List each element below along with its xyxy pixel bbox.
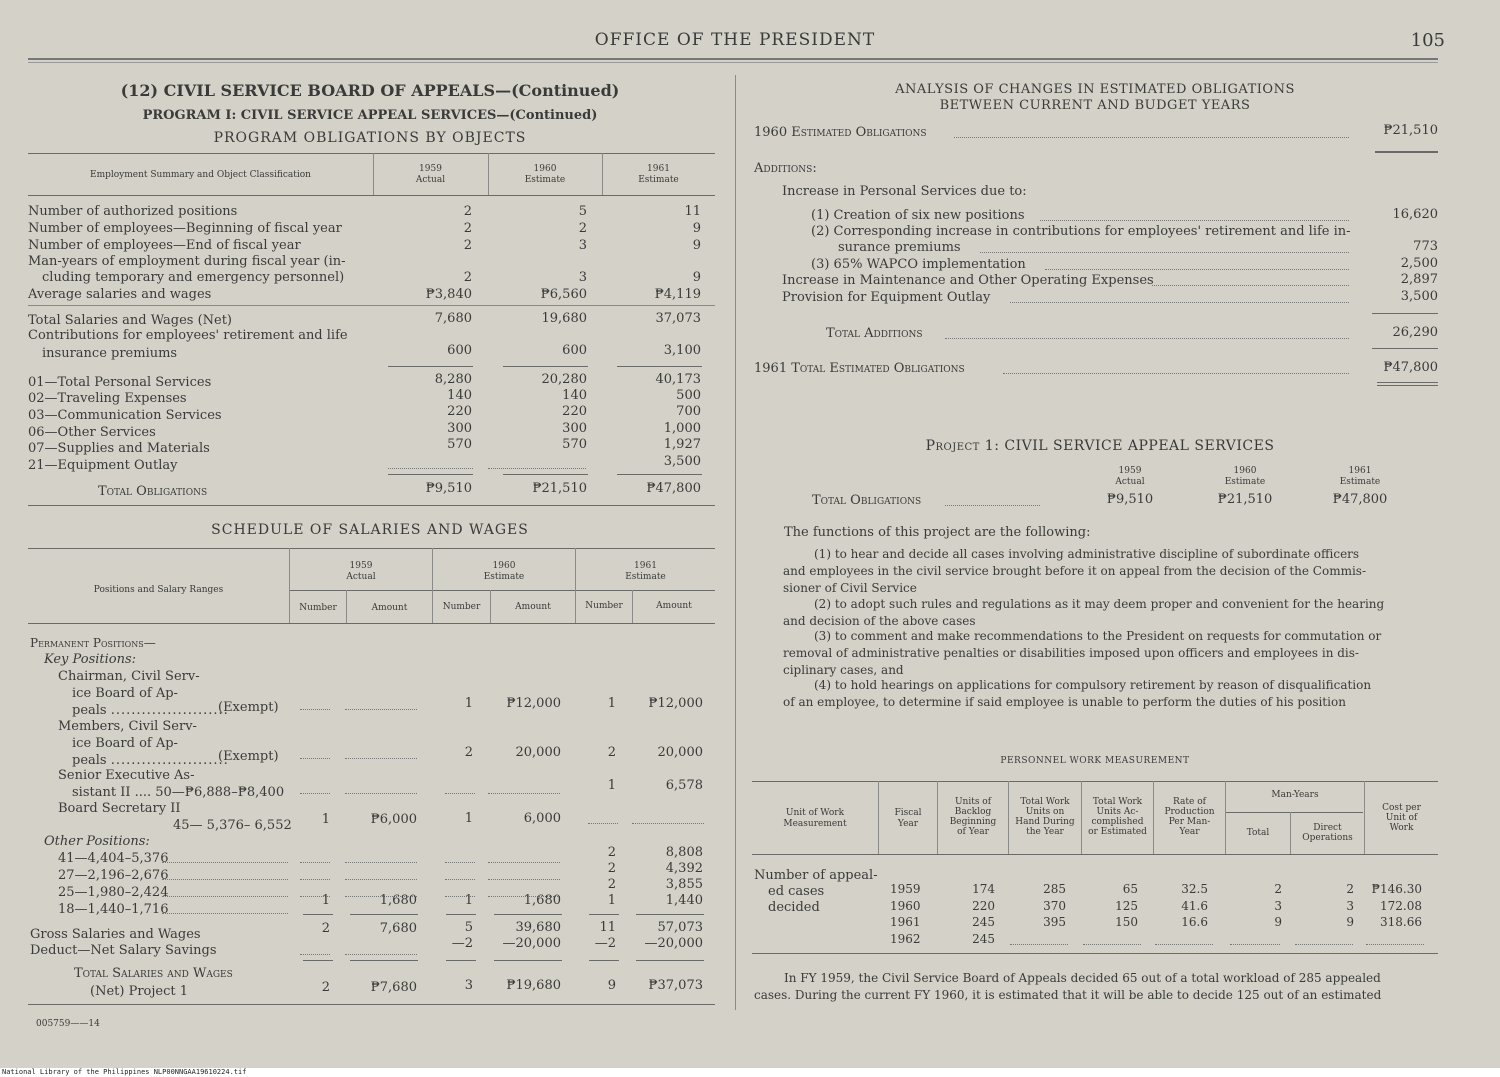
- total-1961-label: 1961 Total Estimated Obligations: [754, 361, 965, 376]
- header-rule: [28, 58, 1438, 60]
- pwm-head-accomplished: Total Work Units Ac- complished or Estimated: [1088, 797, 1147, 837]
- cell: ₱37,073: [648, 978, 703, 993]
- cell: 1,000: [663, 421, 701, 436]
- analysis-row-label: (2) Corresponding increase in contributions for employees' retirement and life in-: [811, 224, 1351, 239]
- cell: 3,500: [663, 454, 701, 469]
- table-row: 41—4,404–5,376: [58, 851, 169, 866]
- cell: 3: [578, 238, 587, 253]
- cell: 39,680: [515, 920, 561, 935]
- cell: 9: [607, 978, 616, 993]
- cell: 1961: [890, 915, 921, 929]
- cell: 3: [1346, 899, 1354, 913]
- closing-paragraph: In FY 1959, the Civil Service Board of Appeals decided 65 out of a total workload of 285 appealed cases. During the current FY 1960, it is estimated that it will be able to decide 125 out of an estimated: [754, 971, 1382, 1002]
- table-row: Senior Executive As- sistant II .... 50—₱6,888–₱8,400: [58, 768, 285, 800]
- cell: 9: [692, 221, 701, 236]
- cell: ₱9,510: [1106, 492, 1154, 507]
- key-positions-heading: Key Positions:: [44, 652, 137, 667]
- cell: 32.5: [1181, 882, 1208, 896]
- cell: 220: [562, 404, 587, 419]
- number-head: Number: [442, 602, 481, 612]
- other-positions-heading: Other Positions:: [44, 834, 150, 849]
- exempt-label: (Exempt): [218, 749, 279, 764]
- cell: 3: [1274, 899, 1282, 913]
- cell: 2: [321, 921, 330, 936]
- cell: 1: [464, 811, 473, 826]
- schedule-head-label: Positions and Salary Ranges: [93, 585, 224, 595]
- cell: 285: [1043, 882, 1066, 896]
- pwm-title: PERSONNEL WORK MEASUREMENT: [1000, 756, 1190, 766]
- pwm-head-unit: Unit of Work Measurement: [783, 808, 847, 829]
- cell: 3,100: [663, 343, 701, 358]
- cell: 11: [684, 204, 701, 219]
- analysis-row-label: 1960 Estimated Obligations: [754, 125, 927, 140]
- cell: 150: [1115, 915, 1138, 929]
- cell: 1,680: [523, 893, 561, 908]
- cell: 2: [463, 221, 472, 236]
- cell: 20,000: [515, 745, 561, 760]
- cell: 3: [464, 978, 473, 993]
- cell: ₱47,800: [1332, 492, 1388, 507]
- total-additions-value: 26,290: [1392, 325, 1438, 340]
- cell: 7,680: [379, 921, 417, 936]
- cell: ₱47,800: [646, 481, 701, 496]
- function-3: (3) to comment and make recommendations to the President on requests for commutation or removal of administrative penalties or disabilities imposed upon officers and employees in dis- ciplinary cases, and: [783, 629, 1382, 677]
- cell: 5: [464, 920, 473, 935]
- table-row: Gross Salaries and Wages: [30, 927, 201, 942]
- cell: 300: [447, 421, 472, 436]
- cell: —2: [451, 936, 473, 951]
- objects-head-label: Employment Summary and Object Classification: [90, 170, 311, 180]
- cell: 1: [464, 893, 473, 908]
- cell: 395: [1043, 915, 1066, 929]
- amount-head: Amount: [515, 602, 551, 612]
- project-title: Project 1: CIVIL SERVICE APPEAL SERVICES: [925, 438, 1275, 454]
- cell: 600: [447, 343, 472, 358]
- pwm-unit-label: Number of appeal-: [754, 868, 878, 883]
- cell: 174: [972, 882, 995, 896]
- cell: 6,578: [665, 778, 703, 793]
- cell: 245: [972, 932, 995, 946]
- col-1961: 1961 Estimate: [625, 561, 666, 582]
- running-header: OFFICE OF THE PRESIDENT: [594, 30, 876, 50]
- table-row: 27—2,196–2,676: [58, 868, 169, 883]
- pwm-unit-label: ed cases decided: [768, 884, 825, 915]
- cell: 2: [321, 980, 330, 995]
- cell: ₱21,510: [1217, 492, 1273, 507]
- cell: 140: [447, 388, 472, 403]
- analysis-row-label: (3) 65% WAPCO implementation: [811, 257, 1026, 272]
- col-1959: 1959 Actual: [415, 164, 446, 185]
- cell: 2: [607, 861, 616, 876]
- amount-head: Amount: [371, 603, 408, 613]
- col-1959: 1959 Actual: [1115, 466, 1145, 487]
- cell: 57,073: [657, 920, 703, 935]
- cell: 8,808: [665, 845, 703, 860]
- cell: 3,855: [665, 877, 703, 892]
- cell: 20,280: [541, 372, 587, 387]
- section-title: (12) CIVIL SERVICE BOARD OF APPEALS—(Continued): [120, 81, 620, 100]
- scan-footer: National Library of the Philippines NLP00NNGAA19610224.tif: [0, 1068, 1500, 1077]
- cell: 2: [1274, 882, 1282, 896]
- cell: 3: [578, 270, 587, 285]
- table-row: Average salaries and wages: [28, 287, 212, 302]
- cell: 1962: [890, 932, 921, 946]
- pwm-head-rate: Rate of Production Per Man- Year: [1164, 797, 1215, 837]
- cell: 1: [321, 893, 330, 908]
- pwm-head-direct: Direct Operations: [1302, 823, 1353, 843]
- pwm-head-backlog: Units of Backlog Beginning of Year: [949, 797, 997, 837]
- cell: ₱7,680: [370, 980, 417, 995]
- cell: 20,000: [657, 745, 703, 760]
- table-row-cont: cluding temporary and emergency personnel): [42, 270, 345, 285]
- pwm-head-cost: Cost per Unit of Work: [1382, 803, 1421, 833]
- pwm-head-fy: Fiscal Year: [894, 808, 922, 829]
- cell: 220: [447, 404, 472, 419]
- cell: 2: [463, 270, 472, 285]
- cell: 37,073: [655, 311, 701, 326]
- analysis-row-label: Increase in Maintenance and Other Operating Expenses: [782, 273, 1154, 288]
- cell: 2: [607, 877, 616, 892]
- function-1: (1) to hear and decide all cases involving administrative discipline of subordinate officers and employees in the civil service brought before it on appeal from the decision of the Commis- sioner of Civil Service: [783, 547, 1367, 595]
- function-2: (2) to adopt such rules and regulations as it may deem proper and convenient for the hearing and decision of the above cases: [783, 597, 1385, 628]
- cell: 19,680: [541, 311, 587, 326]
- cell: 7,680: [434, 311, 472, 326]
- col-1960: 1960 Estimate: [1224, 466, 1266, 487]
- exempt-label: (Exempt): [218, 700, 279, 715]
- cell: 1: [464, 696, 473, 711]
- cell: 1: [607, 778, 616, 793]
- footer-code: 005759——14: [36, 1019, 100, 1029]
- cell: 9: [692, 238, 701, 253]
- analysis-row-label: Provision for Equipment Outlay: [782, 290, 991, 305]
- table-row: 25—1,980–2,424: [58, 885, 169, 900]
- function-4: (4) to hold hearings on applications for compulsory retirement by reason of disqualification of an employee, to determine if said employee is unable to perform the duties of his position: [783, 678, 1372, 709]
- table-row: Number of employees—Beginning of fiscal year: [28, 221, 342, 236]
- cell: 1959: [890, 882, 921, 896]
- cell: ₱19,680: [506, 978, 561, 993]
- total-salaries-row: Total Salaries and Wages (Net) Project 1: [74, 966, 233, 999]
- schedule-title: SCHEDULE OF SALARIES AND WAGES: [211, 522, 529, 538]
- cell: 318.66: [1380, 915, 1422, 929]
- analysis-row-label: (1) Creation of six new positions: [811, 208, 1025, 223]
- cell: 300: [562, 421, 587, 436]
- table-row: Number of employees—End of fiscal year: [28, 238, 301, 253]
- cell: 370: [1043, 899, 1066, 913]
- additions-heading: Additions:: [754, 161, 817, 176]
- cell: 700: [676, 404, 701, 419]
- cell: 1,440: [665, 893, 703, 908]
- table-row: 18—1,440–1,716: [58, 902, 169, 917]
- table-row-cont: insurance premiums: [42, 346, 178, 361]
- table-row: Number of authorized positions: [28, 204, 238, 219]
- table-row: 01—Total Personal Services: [28, 375, 212, 390]
- table-row: Contributions for employees' retirement and life: [28, 328, 348, 343]
- cell: 1960: [890, 899, 921, 913]
- cell: 9: [692, 270, 701, 285]
- analysis-row-value: 16,620: [1392, 207, 1438, 222]
- functions-intro: The functions of this project are the following:: [784, 525, 1091, 540]
- table-row: 07—Supplies and Materials: [28, 441, 210, 456]
- analysis-row-value: 2,897: [1400, 272, 1438, 287]
- cell: 600: [562, 343, 587, 358]
- cell: 220: [972, 899, 995, 913]
- cell: ₱3,840: [425, 287, 472, 302]
- cell: 11: [599, 920, 616, 935]
- analysis-row-value: ₱21,510: [1383, 123, 1438, 138]
- cell: 1: [321, 812, 330, 827]
- col-1960: 1960 Estimate: [483, 561, 525, 582]
- cell: 245: [972, 915, 995, 929]
- cell: 9: [1346, 915, 1354, 929]
- table-row: Deduct—Net Salary Savings: [30, 943, 217, 958]
- total-1961-value: ₱47,800: [1383, 360, 1438, 375]
- cell: 41.6: [1181, 899, 1208, 913]
- cell: ₱6,560: [540, 287, 587, 302]
- number-head: Number: [585, 601, 623, 611]
- analysis-row-value: 773: [1413, 239, 1438, 254]
- cell: 2: [607, 745, 616, 760]
- table-row: Chairman, Civil Serv- ice Board of Ap- peals .......................: [58, 669, 229, 718]
- analysis-row-value: 3,500: [1400, 289, 1438, 304]
- cell: —20,000: [502, 936, 561, 951]
- table-row: Total Salaries and Wages (Net): [28, 313, 233, 328]
- col-1960: 1960 Estimate: [524, 164, 566, 185]
- cell: 500: [676, 388, 701, 403]
- cell: 4,392: [665, 861, 703, 876]
- cell: 9: [1274, 915, 1282, 929]
- analysis-row-label: surance premiums: [838, 240, 961, 255]
- cell: 16.6: [1181, 915, 1208, 929]
- cell: —20,000: [644, 936, 703, 951]
- cell: ₱4,119: [654, 287, 701, 302]
- pwm-head-man-years: Man-Years: [1271, 790, 1319, 800]
- cell: 172.08: [1380, 899, 1422, 913]
- analysis-title-2: BETWEEN CURRENT AND BUDGET YEARS: [939, 98, 1251, 113]
- col-1961: 1961 Estimate: [638, 164, 679, 185]
- cell: 65: [1122, 882, 1138, 896]
- cell: 6,000: [523, 811, 561, 826]
- cell: 1: [607, 696, 616, 711]
- cell: 40,173: [655, 372, 701, 387]
- table-row: 21—Equipment Outlay: [28, 458, 178, 473]
- cell: —2: [594, 936, 616, 951]
- cell: 2: [1346, 882, 1354, 896]
- permanent-positions-heading: Permanent Positions—: [30, 636, 156, 650]
- cell: 2: [464, 745, 473, 760]
- cell: ₱12,000: [506, 696, 561, 711]
- table-row: 03—Communication Services: [28, 408, 222, 423]
- cell: ₱146.30: [1371, 882, 1422, 896]
- cell: 2: [463, 204, 472, 219]
- table-row: Man-years of employment during fiscal year (in-: [28, 254, 346, 269]
- amount-head: Amount: [656, 601, 692, 611]
- pwm-head-total-work: Total Work Units on Hand During the Year: [1015, 797, 1075, 837]
- cell: 2: [578, 221, 587, 236]
- cell: 570: [447, 437, 472, 452]
- project-total-label: Total Obligations: [812, 493, 922, 508]
- analysis-title-1: ANALYSIS OF CHANGES IN ESTIMATED OBLIGATIONS: [895, 82, 1295, 97]
- cell: 1: [607, 893, 616, 908]
- pwm-head-total: Total: [1246, 828, 1270, 838]
- cell: ₱12,000: [648, 696, 703, 711]
- cell: ₱9,510: [425, 481, 472, 496]
- table-row: Board Secretary II 45— 5,376– 6,552: [58, 801, 292, 833]
- increase-heading: Increase in Personal Services due to:: [782, 184, 1027, 199]
- total-obligations-label: Total Obligations: [98, 484, 208, 499]
- page-number: 105: [1410, 30, 1445, 51]
- cell: 8,280: [434, 372, 472, 387]
- cell: 1,680: [379, 893, 417, 908]
- cell: 570: [562, 437, 587, 452]
- cell: ₱21,510: [532, 481, 587, 496]
- analysis-row-value: 2,500: [1400, 256, 1438, 271]
- table-row: 02—Traveling Expenses: [28, 391, 187, 406]
- cell: 1,927: [663, 437, 701, 452]
- header-rule-2: [28, 62, 1438, 63]
- cell: 2: [463, 238, 472, 253]
- obligations-title: PROGRAM OBLIGATIONS BY OBJECTS: [213, 130, 527, 146]
- cell: 5: [578, 204, 587, 219]
- number-head: Number: [299, 603, 337, 613]
- col-1961: 1961 Estimate: [1339, 466, 1381, 487]
- program-title: PROGRAM I: CIVIL SERVICE APPEAL SERVICES—(Continued): [142, 108, 598, 123]
- cell: 140: [562, 388, 587, 403]
- column-divider: [735, 75, 736, 1010]
- cell: 2: [607, 845, 616, 860]
- col-1959: 1959 Actual: [346, 561, 376, 582]
- total-additions-label: Total Additions: [826, 326, 923, 341]
- table-row: Members, Civil Serv- ice Board of Ap- peals .......................: [58, 719, 229, 768]
- cell: ₱6,000: [370, 812, 417, 827]
- cell: 125: [1115, 899, 1138, 913]
- table-row: 06—Other Services: [28, 425, 156, 440]
